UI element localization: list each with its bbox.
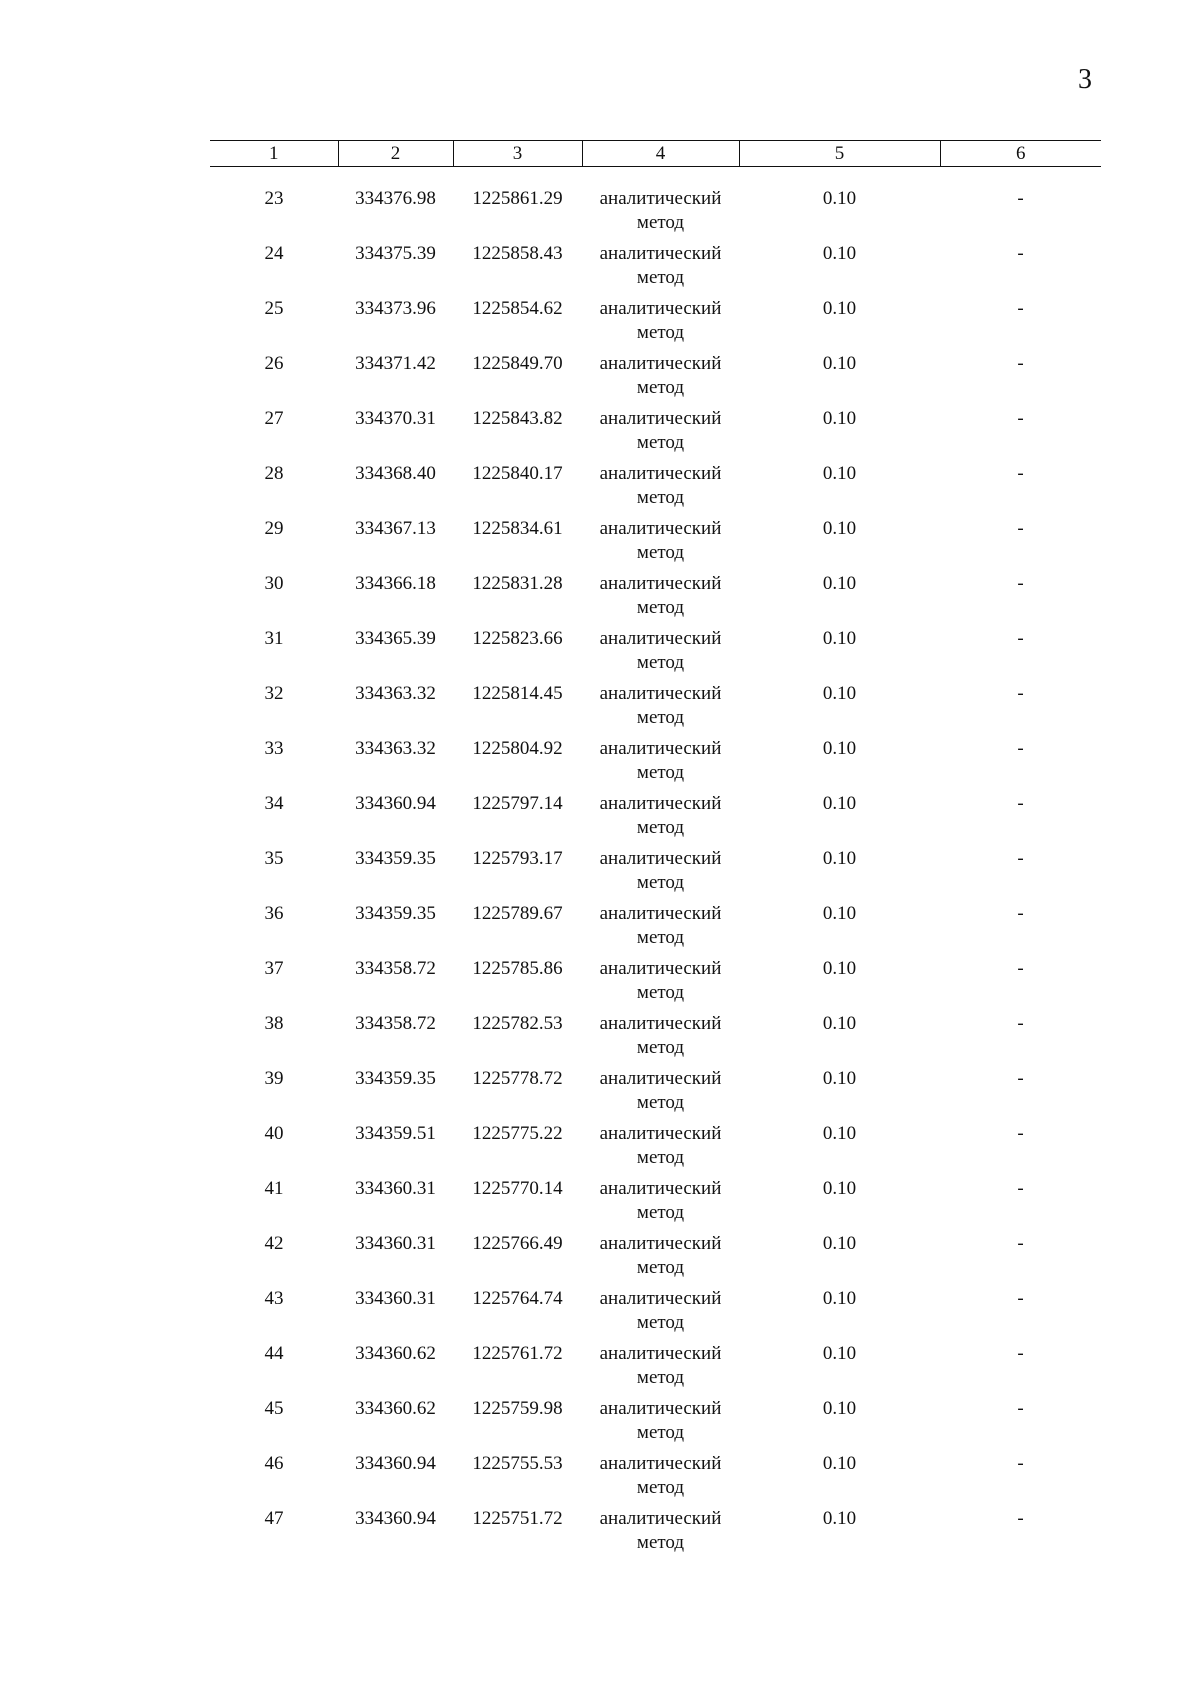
accuracy-cell: 0.10 [822,518,857,539]
method-line-1: аналитический [599,1508,722,1529]
note-cell: - [1017,463,1024,484]
method-line-1: аналитический [599,1233,722,1254]
method-line-2: метод [636,542,685,563]
point-number-cell: 41 [264,1178,284,1199]
method-line-1: аналитический [599,1123,722,1144]
method-cell [582,1012,739,1067]
note-cell: - [1017,628,1024,649]
accuracy-cell: 0.10 [822,408,857,429]
method-cell [582,1452,739,1507]
y-coordinate-cell: 1225785.86 [472,958,563,979]
accuracy-cell: 0.10 [822,628,857,649]
x-coordinate-cell: 334375.39 [355,243,436,264]
method-line-1: аналитический [599,683,722,704]
table-row [210,847,1101,902]
x-coordinate-cell: 334366.18 [355,573,436,594]
table-row [210,242,1101,297]
method-line-1: аналитический [599,573,722,594]
table-row [210,1122,1101,1177]
y-coordinate-cell: 1225770.14 [472,1178,563,1199]
method-line-1: аналитический [599,1068,722,1089]
method-line-2: метод [636,1477,685,1498]
method-line-1: аналитический [599,298,722,319]
y-coordinate-cell: 1225755.53 [472,1453,563,1474]
table-row [210,1177,1101,1232]
accuracy-cell: 0.10 [822,243,857,264]
point-number-cell: 33 [264,738,284,759]
note-cell: - [1017,903,1024,924]
point-number-cell: 32 [264,683,284,704]
method-line-2: метод [636,652,685,673]
method-line-2: метод [636,1257,685,1278]
y-coordinate-cell: 1225797.14 [472,793,563,814]
x-coordinate-cell: 334360.31 [355,1233,436,1254]
method-cell [582,792,739,847]
method-cell [582,737,739,792]
accuracy-cell: 0.10 [822,463,857,484]
table-row [210,1452,1101,1507]
note-cell: - [1017,353,1024,374]
method-cell [582,462,739,517]
y-coordinate-cell: 1225751.72 [472,1508,563,1529]
method-line-1: аналитический [599,353,722,374]
method-line-2: метод [636,1147,685,1168]
method-line-2: метод [636,1367,685,1388]
note-cell: - [1017,408,1024,429]
method-line-2: метод [636,322,685,343]
table-row [210,1507,1101,1562]
note-cell: - [1017,1508,1024,1529]
method-line-1: аналитический [599,848,722,869]
method-line-2: метод [636,1312,685,1333]
method-cell [582,1507,739,1562]
accuracy-cell: 0.10 [822,1288,857,1309]
y-coordinate-cell: 1225858.43 [472,243,563,264]
point-number-cell: 43 [264,1288,284,1309]
y-coordinate-cell: 1225849.70 [472,353,563,374]
method-line-1: аналитический [599,903,722,924]
method-line-1: аналитический [599,463,722,484]
method-cell [582,1067,739,1122]
method-line-1: аналитический [599,243,722,264]
method-cell [582,1342,739,1397]
method-line-1: аналитический [599,793,722,814]
accuracy-cell: 0.10 [822,1233,857,1254]
method-cell [582,1287,739,1342]
table-row [210,1232,1101,1287]
method-cell [582,187,739,242]
point-number-cell: 31 [264,628,284,649]
accuracy-cell: 0.10 [822,1508,857,1529]
method-cell [582,1232,739,1287]
method-cell [582,847,739,902]
y-coordinate-cell: 1225778.72 [472,1068,563,1089]
x-coordinate-cell: 334360.94 [355,1453,436,1474]
method-cell [582,1122,739,1177]
y-coordinate-cell: 1225843.82 [472,408,563,429]
point-number-cell: 23 [264,188,284,209]
point-number-cell: 42 [264,1233,284,1254]
method-cell [582,517,739,572]
y-coordinate-cell: 1225761.72 [472,1343,563,1364]
method-cell [582,297,739,352]
method-cell [582,902,739,957]
method-line-2: метод [636,597,685,618]
point-number-cell: 36 [264,903,284,924]
method-line-2: метод [636,212,685,233]
method-line-2: метод [636,1202,685,1223]
x-coordinate-cell: 334363.32 [355,738,436,759]
accuracy-cell: 0.10 [822,573,857,594]
method-line-2: метод [636,707,685,728]
table-body [210,167,1101,1563]
method-cell [582,352,739,407]
point-number-cell: 29 [264,518,284,539]
note-cell: - [1017,1068,1024,1089]
note-cell: - [1017,573,1024,594]
x-coordinate-cell: 334376.98 [355,188,436,209]
point-number-cell: 44 [264,1343,284,1364]
table-row [210,792,1101,847]
method-line-2: метод [636,1532,685,1553]
accuracy-cell: 0.10 [822,1068,857,1089]
method-line-2: метод [636,267,685,288]
coordinates-table [210,140,1101,1562]
x-coordinate-cell: 334371.42 [355,353,436,374]
note-cell: - [1017,738,1024,759]
point-number-cell: 25 [264,298,284,319]
table-row [210,1012,1101,1067]
table-row [210,572,1101,627]
table-row [210,627,1101,682]
method-cell [582,682,739,737]
note-cell: - [1017,1178,1024,1199]
table-row [210,517,1101,572]
table-row [210,682,1101,737]
y-coordinate-cell: 1225831.28 [472,573,563,594]
note-cell: - [1017,1123,1024,1144]
x-coordinate-cell: 334373.96 [355,298,436,319]
method-line-2: метод [636,872,685,893]
method-cell [582,1177,739,1232]
method-line-2: метод [636,1422,685,1443]
point-number-cell: 34 [264,793,284,814]
point-number-cell: 45 [264,1398,284,1419]
table-row [210,1397,1101,1452]
y-coordinate-cell: 1225764.74 [472,1288,563,1309]
note-cell: - [1017,1288,1024,1309]
x-coordinate-cell: 334365.39 [355,628,436,649]
table-row [210,297,1101,352]
y-coordinate-cell: 1225840.17 [472,463,563,484]
method-line-1: аналитический [599,408,722,429]
x-coordinate-cell: 334360.62 [355,1343,436,1364]
method-line-1: аналитический [599,1343,722,1364]
column-header-1: 1 [210,141,338,167]
table-row [210,187,1101,242]
table-row [210,1067,1101,1122]
point-number-cell: 46 [264,1453,284,1474]
y-coordinate-cell: 1225823.66 [472,628,563,649]
note-cell: - [1017,243,1024,264]
table-row [210,1287,1101,1342]
accuracy-cell: 0.10 [822,1123,857,1144]
point-number-cell: 28 [264,463,284,484]
method-cell [582,572,739,627]
note-cell: - [1017,518,1024,539]
accuracy-cell: 0.10 [822,793,857,814]
point-number-cell: 30 [264,573,284,594]
accuracy-cell: 0.10 [822,958,857,979]
table-header [210,141,1101,167]
accuracy-cell: 0.10 [822,683,857,704]
note-cell: - [1017,683,1024,704]
accuracy-cell: 0.10 [822,353,857,374]
table-row [210,902,1101,957]
x-coordinate-cell: 334358.72 [355,1013,436,1034]
accuracy-cell: 0.10 [822,188,857,209]
note-cell: - [1017,1398,1024,1419]
method-line-2: метод [636,762,685,783]
accuracy-cell: 0.10 [822,1013,857,1034]
x-coordinate-cell: 334368.40 [355,463,436,484]
method-line-1: аналитический [599,628,722,649]
y-coordinate-cell: 1225804.92 [472,738,563,759]
accuracy-cell: 0.10 [822,1398,857,1419]
point-number-cell: 24 [264,243,284,264]
note-cell: - [1017,1013,1024,1034]
header-row [210,141,1101,167]
method-line-1: аналитический [599,1178,722,1199]
y-coordinate-cell: 1225782.53 [472,1013,563,1034]
x-coordinate-cell: 334360.94 [355,793,436,814]
method-line-1: аналитический [599,1398,722,1419]
method-cell [582,407,739,462]
y-coordinate-cell: 1225775.22 [472,1123,563,1144]
x-coordinate-cell: 334359.35 [355,903,436,924]
accuracy-cell: 0.10 [822,903,857,924]
y-coordinate-cell: 1225793.17 [472,848,563,869]
note-cell: - [1017,1343,1024,1364]
method-line-1: аналитический [599,518,722,539]
point-number-cell: 47 [264,1508,284,1529]
x-coordinate-cell: 334363.32 [355,683,436,704]
method-line-2: метод [636,982,685,1003]
accuracy-cell: 0.10 [822,1343,857,1364]
x-coordinate-cell: 334360.31 [355,1288,436,1309]
method-line-2: метод [636,927,685,948]
table-row [210,957,1101,1012]
method-cell [582,242,739,297]
x-coordinate-cell: 334358.72 [355,958,436,979]
column-header-4: 4 [582,141,739,167]
note-cell: - [1017,298,1024,319]
method-line-2: метод [636,1037,685,1058]
y-coordinate-cell: 1225861.29 [472,188,563,209]
point-number-cell: 35 [264,848,284,869]
x-coordinate-cell: 334360.94 [355,1508,436,1529]
method-line-1: аналитический [599,738,722,759]
accuracy-cell: 0.10 [822,1453,857,1474]
point-number-cell: 39 [264,1068,284,1089]
y-coordinate-cell: 1225789.67 [472,903,563,924]
x-coordinate-cell: 334360.31 [355,1178,436,1199]
method-line-2: метод [636,432,685,453]
column-header-5: 5 [739,141,940,167]
note-cell: - [1017,1453,1024,1474]
method-line-2: метод [636,1092,685,1113]
method-cell [582,1397,739,1452]
method-line-2: метод [636,377,685,398]
table-row [210,352,1101,407]
x-coordinate-cell: 334359.35 [355,848,436,869]
point-number-cell: 26 [264,353,284,374]
method-line-1: аналитический [599,1288,722,1309]
method-cell [582,957,739,1012]
x-coordinate-cell: 334360.62 [355,1398,436,1419]
method-line-1: аналитический [599,958,722,979]
page-number: 3 [1078,64,1092,95]
y-coordinate-cell: 1225759.98 [472,1398,563,1419]
column-header-6: 6 [940,141,1101,167]
x-coordinate-cell: 334359.35 [355,1068,436,1089]
table-row [210,1342,1101,1397]
table-row [210,737,1101,792]
point-number-cell: 27 [264,408,284,429]
x-coordinate-cell: 334359.51 [355,1123,436,1144]
accuracy-cell: 0.10 [822,298,857,319]
accuracy-cell: 0.10 [822,848,857,869]
y-coordinate-cell: 1225854.62 [472,298,563,319]
y-coordinate-cell: 1225814.45 [472,683,563,704]
y-coordinate-cell: 1225834.61 [472,518,563,539]
method-line-1: аналитический [599,188,722,209]
point-number-cell: 37 [264,958,284,979]
x-coordinate-cell: 334370.31 [355,408,436,429]
column-header-2: 2 [338,141,453,167]
table-row [210,462,1101,517]
column-header-3: 3 [453,141,582,167]
method-line-1: аналитический [599,1453,722,1474]
table-row [210,407,1101,462]
method-cell [582,627,739,682]
accuracy-cell: 0.10 [822,1178,857,1199]
accuracy-cell: 0.10 [822,738,857,759]
note-cell: - [1017,1233,1024,1254]
method-line-2: метод [636,487,685,508]
note-cell: - [1017,958,1024,979]
note-cell: - [1017,188,1024,209]
y-coordinate-cell: 1225766.49 [472,1233,563,1254]
x-coordinate-cell: 334367.13 [355,518,436,539]
note-cell: - [1017,793,1024,814]
method-line-2: метод [636,817,685,838]
note-cell: - [1017,848,1024,869]
point-number-cell: 40 [264,1123,284,1144]
method-line-1: аналитический [599,1013,722,1034]
point-number-cell: 38 [264,1013,284,1034]
header-spacer [210,167,1101,188]
